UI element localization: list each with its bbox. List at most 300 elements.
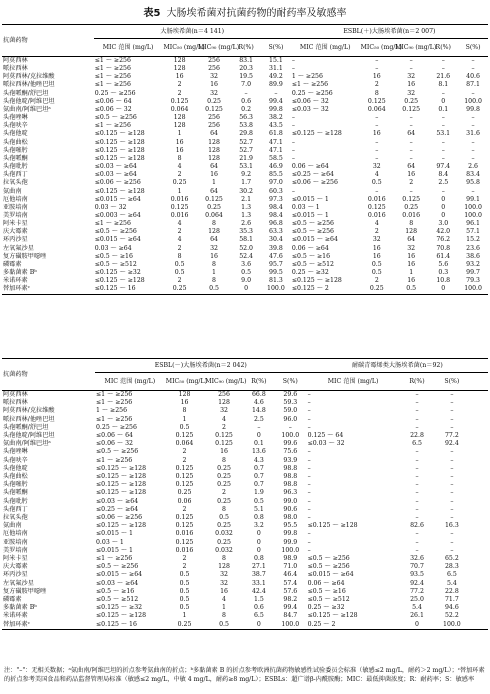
table-cell: 0.25 ～ ≥32 [291, 269, 329, 277]
table-cell: ≤0.5 ～ ≥512 [94, 260, 137, 268]
table-cell: 0.125 [175, 538, 194, 546]
table-cell: – [471, 114, 475, 122]
table-cell: – [415, 456, 419, 464]
antibiotic-name: 哌拉西林 [3, 399, 28, 407]
table-cell: ≤0.06 ～ 64 [94, 97, 132, 105]
table-cell: ≤0.125 ～ ≥128 [94, 138, 145, 146]
table-cell: – [441, 154, 445, 162]
table-cell: – [415, 415, 419, 423]
table-cell: – [450, 415, 454, 423]
antibiotic-name: 阿莫西林 [3, 57, 28, 64]
table-cell: ≤0.03 ～ ≥64 [96, 579, 139, 587]
table-cell: 0.25 ～ 2 [307, 620, 336, 628]
table-cell: 0.125 [175, 464, 194, 472]
table-cell: 0.25 [177, 620, 192, 628]
table-cell: ≤0.5 ～ ≥256 [96, 448, 139, 456]
table-cell: 96.1 [466, 220, 480, 228]
table-cell: – [450, 489, 454, 497]
table-cell-spacer [469, 481, 488, 489]
table-cell: ≤0.125 ～ ≥128 [94, 146, 145, 154]
table-cell: 1.5 [253, 596, 264, 604]
table-cell: 8 [182, 407, 187, 415]
table-cell: ≤1 ～ ≥256 [96, 399, 133, 407]
table-cell: 14.8 [252, 407, 266, 415]
table-cell-spacer [469, 514, 488, 522]
table-row [2, 73, 488, 81]
table-row [2, 277, 488, 285]
table-cell: 0.25 [217, 481, 231, 489]
subheader-spacer [469, 373, 488, 391]
table-cell: 32.6 [410, 555, 424, 563]
table-row [2, 65, 488, 73]
table-cell: 100.0 [464, 285, 482, 293]
table-cell: – [450, 514, 454, 522]
antibiotic-name: 氨曲南/阿维巴坦ᵃ [3, 105, 51, 113]
table-cell: 7.0 [241, 81, 252, 89]
table-cell: 99.7 [466, 269, 480, 277]
table-cell: – [441, 57, 445, 64]
antibiotic-name: 米诺环素 [3, 277, 28, 285]
table-cell: – [441, 187, 445, 195]
table-cell: ≤0.015 ～ 1 [291, 195, 329, 203]
table-cell: 92.4 [410, 579, 424, 587]
table-cell: 4 [374, 220, 379, 228]
table-row [2, 432, 488, 440]
table-cell: – [409, 187, 413, 195]
table-cell: ≤0.015 ～ ≥64 [291, 236, 338, 244]
table-cell: ≤1 ～ ≥256 [96, 391, 133, 398]
table-cell-spacer [469, 506, 488, 514]
antibiotic-name: 头孢噻肟 [3, 146, 28, 154]
table-cell: – [450, 530, 454, 538]
table-cell: 128 [208, 154, 220, 162]
subheader-3: R(%) [251, 378, 267, 385]
table-cell: 0.016 [170, 211, 189, 219]
table-cell: 0.125 [170, 97, 189, 105]
antibiotic-name: 头孢唑啉 [3, 114, 28, 122]
table-row [2, 163, 488, 171]
antibiotic-name: 美罗培南 [3, 211, 28, 219]
table-2 [2, 358, 488, 630]
table-cell: 0 [244, 285, 249, 293]
antibiotic-name: 头孢曲松 [3, 138, 28, 146]
table-cell: – [375, 146, 379, 154]
table-cell-spacer [469, 555, 488, 563]
table-cell: 0.25 [217, 538, 231, 546]
table-cell: 5.1 [253, 505, 264, 513]
table-cell: ≤0.125 ～ ≥32 [94, 269, 141, 277]
table-cell: 15.2 [466, 236, 480, 244]
table-cell: ≤0.125 ～ ≥128 [94, 277, 145, 285]
table-cell-spacer [469, 621, 488, 630]
table-cell: 6.5 [446, 571, 457, 579]
table-cell: 0.5 [174, 269, 185, 277]
table-cell-spacer [469, 424, 488, 432]
table-cell: 64 [407, 130, 416, 138]
table-cell: 47.1 [269, 138, 283, 146]
table-cell: ≤0.015 ～ ≥64 [94, 236, 141, 244]
table-cell: 90.6 [283, 505, 298, 513]
table-cell: 96.3 [283, 489, 298, 497]
table-cell: – [471, 57, 475, 64]
table-cell: 32 [220, 579, 228, 587]
table-cell-spacer [469, 440, 488, 448]
table-cell: 0.3 [438, 269, 449, 277]
table-cell: – [409, 122, 413, 130]
table-cell: ≤0.5 ～ ≥256 [291, 228, 334, 236]
table-cell: 8 [177, 154, 182, 162]
table-cell: – [450, 497, 454, 505]
table-cell: 10.8 [436, 277, 451, 285]
subheader-7: MIC₉₀ (mg/L) [394, 44, 437, 51]
table-cell: 31.6 [466, 130, 480, 138]
table-row [2, 212, 488, 220]
antibiotic-name: 阿莫西林/克拉维酸 [3, 407, 55, 415]
table-cell: 38.2 [269, 114, 283, 122]
table-cell: 6.5 [412, 440, 422, 448]
table-cell: 1 [212, 269, 216, 277]
table-cell: 97.0 [269, 179, 283, 187]
table-cell: 0.016 [175, 530, 194, 538]
table-cell: 52.7 [239, 146, 253, 154]
table-cell: 52.7 [239, 138, 253, 146]
table-cell: 2 [177, 228, 182, 236]
subheader-9: S(%) [465, 44, 481, 51]
table-cell: – [415, 473, 419, 481]
table-cell: 0.7 [253, 481, 264, 489]
antibiotic-name: 阿米卡星 [3, 220, 28, 228]
table-cell: ≤0.06 ～ 32 [291, 97, 329, 105]
table-cell: ≤1 ～ ≥256 [94, 57, 131, 64]
table-cell: 2 [374, 228, 379, 236]
table-cell: 0.5 [179, 596, 190, 604]
table-cell: – [409, 57, 413, 64]
table-cell: 96.8 [269, 220, 283, 228]
table-cell: ≤0.015 ～ ≥64 [307, 571, 354, 579]
table-row [2, 498, 488, 506]
table-cell-spacer [469, 530, 488, 538]
table-cell: 2 [182, 563, 187, 571]
table-cell: 5.4 [446, 579, 457, 587]
table-cell: 100.0 [464, 211, 482, 219]
table-cell: 16 [407, 171, 416, 179]
table-cell: 128 [218, 399, 230, 407]
table-row [2, 612, 488, 620]
table-cell: – [450, 481, 454, 489]
table-cell: 70.8 [436, 244, 451, 252]
antibiotic-name: 头孢呋辛 [3, 456, 28, 464]
table-cell-spacer [469, 588, 488, 596]
table-cell: 2.5 [438, 179, 449, 187]
table-cell: 0.25 ～ ≥32 [307, 604, 345, 612]
table-cell: 100.0 [281, 620, 300, 628]
table-cell: 1.3 [241, 203, 252, 211]
table-cell: 99.8 [466, 105, 480, 113]
table-row [2, 596, 488, 604]
table-number: 表5 [143, 8, 161, 19]
table-cell: ≤0.5 ～ ≥512 [307, 596, 350, 604]
table-cell: 13.6 [252, 448, 266, 456]
table-cell: 33.1 [252, 579, 266, 587]
table-cell: ≤1 ～ ≥256 [94, 73, 131, 81]
table-cell: 4 [222, 415, 226, 423]
table-cell: 8 [222, 456, 226, 464]
table-cell: 128 [173, 114, 186, 122]
table-cell: 0.03 ～ 1 [291, 203, 320, 211]
antibiotic-name: 头孢他啶 [3, 464, 28, 472]
table-cell: 71.0 [283, 563, 298, 571]
table-cell: 0.125 [402, 105, 421, 113]
table-cell: 32 [220, 571, 228, 579]
table-cell: 0 [256, 530, 261, 538]
table-cell: 49.2 [269, 73, 283, 81]
subheader-5: MIC 范围 (mg/L) [327, 378, 379, 385]
table-cell: – [307, 473, 311, 481]
table-cell: ≤1 ～ ≥256 [96, 415, 133, 423]
table-row [2, 407, 488, 415]
table-cell: 0.25 [172, 285, 187, 293]
table-cell: 0.016 [170, 195, 189, 203]
table-cell: 128 [178, 391, 191, 398]
table-cell: – [307, 489, 311, 497]
table-cell: 60.3 [269, 187, 283, 195]
table-cell: 32 [210, 89, 218, 97]
table-cell: 16 [175, 73, 184, 81]
antibiotic-name: 米诺环素 [3, 612, 28, 620]
table-row [2, 106, 488, 114]
table-cell: ≤0.5 ～ ≥512 [291, 260, 334, 268]
table-cell: 0.25 [217, 473, 231, 481]
table-cell-spacer [469, 571, 488, 579]
table-cell: 100.0 [281, 546, 300, 554]
table-cell: 16 [180, 399, 189, 407]
table-cell: 47.1 [269, 146, 283, 154]
subheader-1: MIC₅₀ (mg/L) [165, 378, 208, 385]
subheader-0: MIC 范围 (mg/L) [104, 378, 156, 385]
table-cell: 1 [177, 187, 182, 195]
table-cell: – [415, 530, 419, 538]
table-cell-spacer [469, 457, 488, 465]
table-row [2, 171, 488, 179]
table-cell: ≤1 ～ ≥256 [291, 81, 329, 89]
antibiotic-name: 美罗培南 [3, 546, 28, 554]
table-cell: 0.25 [207, 203, 221, 211]
table-cell: 98.2 [283, 596, 298, 604]
antibiotic-name: 阿米卡星 [3, 555, 28, 563]
antibiotic-name: 头孢西丁 [3, 505, 28, 513]
table-cell: 56.3 [239, 114, 253, 122]
table-cell-spacer [469, 391, 488, 400]
table-cell-spacer [469, 547, 488, 555]
table-cell: 1 [212, 179, 216, 187]
antibiotic-name: 头孢他啶/阿维巴坦 [3, 432, 55, 440]
table-cell: 0.125 [205, 105, 223, 113]
table-cell: 16.3 [444, 522, 459, 530]
table-cell: – [415, 538, 419, 546]
table-cell-spacer [469, 473, 488, 481]
table-cell: – [244, 89, 248, 97]
table-cell: – [307, 391, 311, 398]
table-row [2, 98, 488, 106]
table-cell: 0.032 [215, 530, 233, 538]
table-cell: 38.6 [466, 252, 480, 260]
antibiotic-name: 头孢吡肟 [3, 497, 28, 505]
table-cell: 98.4 [269, 203, 283, 211]
table-cell: – [274, 89, 278, 97]
table-cell: 2 [374, 277, 379, 285]
table-row [2, 399, 488, 407]
table-cell-spacer [469, 498, 488, 506]
table-cell: ≤0.03 ～ ≥64 [94, 171, 137, 179]
table-cell: 99.5 [269, 269, 283, 277]
table-cell: 100.0 [281, 432, 300, 440]
table-cell: 0.5 [209, 285, 219, 293]
table-cell: 16 [372, 252, 381, 260]
antibiotic-name: 哌拉西林/他唑巴坦 [3, 81, 55, 89]
table-cell: – [471, 187, 475, 195]
table-cell: 32 [210, 73, 218, 81]
table-cell: – [450, 538, 454, 546]
table-cell: – [415, 399, 419, 407]
table-cell: – [450, 399, 454, 407]
subheader-1: MIC₅₀ (mg/L) [163, 44, 205, 51]
table-cell: ≤0.125 ～ ≥128 [291, 277, 342, 285]
table-cell: – [375, 138, 379, 146]
table-cell: 87.1 [466, 81, 480, 89]
table-cell: 8 [177, 252, 182, 260]
table-cell: 16 [372, 130, 381, 138]
table-cell: 77.2 [444, 432, 459, 440]
table-cell: 0.1 [253, 440, 264, 448]
table-row [2, 416, 488, 424]
antibiotic-name: 头孢哌酮/舒巴坦 [3, 423, 49, 431]
table-cell: 2 [182, 448, 187, 456]
table-cell: ≤0.5 ～ ≥16 [96, 587, 135, 595]
table-cell: – [307, 464, 311, 472]
table-row [2, 114, 488, 122]
table-cell: 100.0 [464, 203, 482, 211]
table-cell: – [257, 423, 261, 431]
table-cell: – [450, 464, 454, 472]
table-cell: 0.125 [175, 473, 194, 481]
table-cell: ≤0.25 ～ ≥64 [291, 171, 334, 179]
table-cell: – [307, 448, 311, 456]
table-row [2, 220, 488, 228]
antibiotic-name: 复方磺胺甲噁唑 [3, 587, 47, 595]
table-cell: 0.25 [177, 489, 192, 497]
table-cell: 0.5 [179, 423, 190, 431]
table-cell: ≤0.06 ～ 64 [96, 432, 133, 440]
table-cell: 0.125 [367, 97, 386, 105]
table-cell: 83.4 [466, 171, 480, 179]
table-cell: – [375, 65, 379, 73]
table-row [2, 465, 488, 473]
table-cell: 1 [177, 130, 182, 138]
table-cell: 0.125 [175, 522, 194, 530]
table-cell: 84.7 [283, 612, 298, 620]
table-cell: – [288, 423, 292, 431]
table-cell: 27.1 [252, 563, 266, 571]
table-cell: 0.016 [367, 211, 386, 219]
table-cell: 30.4 [269, 236, 283, 244]
table-row [2, 580, 488, 588]
table-row [2, 539, 488, 547]
table-cell: 0.016 [367, 195, 386, 203]
table-cell: 15.1 [269, 57, 283, 64]
table-cell: ≤1 ～ ≥256 [96, 555, 133, 563]
table-cell: – [409, 114, 413, 122]
table-cell: 52.4 [239, 252, 253, 260]
table-cell: – [375, 122, 379, 130]
antibiotic-name: 环丙沙星 [3, 236, 28, 244]
table-cell: 256 [208, 122, 220, 130]
table-cell: ≤0.125 ～ 16 [94, 285, 136, 293]
table-cell: ≤0.125 ～ ≥128 [96, 464, 147, 472]
table-cell: 0 [441, 97, 446, 105]
antibiotic-name: 头孢他啶 [3, 130, 28, 138]
table-cell: 0.5 [174, 260, 185, 268]
antibiotic-name: 头孢西丁 [3, 171, 28, 179]
table-cell: – [450, 505, 454, 513]
table-cell: ≤0.125 ～ ≥128 [94, 130, 145, 138]
table-cell: 128 [208, 146, 220, 154]
subheader-6: R(%) [409, 378, 425, 385]
table-cell: 1.7 [241, 179, 252, 187]
table-cell: – [441, 89, 445, 97]
table-cell: 23.6 [466, 244, 480, 252]
table-cell: 3.6 [241, 260, 252, 268]
table-cell: 98.8 [283, 481, 298, 489]
table-cell: – [291, 146, 295, 154]
table-cell: 0.25 [404, 203, 419, 211]
table-cell: – [307, 546, 311, 554]
table-cell: 95.5 [283, 522, 298, 530]
table-cell: – [307, 415, 311, 423]
table-cell: 128 [208, 228, 220, 236]
table-cell: 0.2 [241, 105, 252, 113]
table-cell: 0.25 [217, 522, 231, 530]
table-cell: – [291, 65, 295, 73]
table-cell: 0.06 [177, 497, 192, 505]
table-cell: 128 [173, 57, 186, 64]
table-cell: 99.9 [283, 538, 298, 546]
table-cell: 2.6 [241, 220, 252, 228]
table-cell: 32 [407, 73, 416, 81]
table-row [2, 547, 488, 555]
table-cell-spacer [469, 539, 488, 547]
table-cell: 0.125 [175, 481, 194, 489]
table-cell: 0.5 [179, 571, 190, 579]
table-cell: 0.8 [253, 555, 264, 563]
table-cell: 64 [210, 130, 218, 138]
table-cell: 0.7 [253, 473, 264, 481]
table-cell: 1 ～ ≥256 [96, 407, 128, 415]
table-cell: 16 [175, 146, 184, 154]
antibiotic-name: 头孢噻肟 [3, 481, 28, 489]
table-cell-spacer [469, 465, 488, 473]
table-cell: 70.7 [410, 563, 424, 571]
table-row [2, 514, 488, 522]
table-cell: ≤0.03 ～ 32 [291, 105, 329, 113]
table-cell: 32 [407, 89, 416, 97]
table-cell: ≤0.015 ～ ≥64 [94, 195, 141, 203]
table-cell: 16 [220, 587, 228, 595]
table-cell: 0.016 [402, 211, 421, 219]
table-cell: 98.8 [283, 473, 298, 481]
table-cell: – [441, 138, 445, 146]
antibiotic-name: 阿莫西林 [3, 391, 28, 398]
table-cell: – [291, 154, 295, 162]
